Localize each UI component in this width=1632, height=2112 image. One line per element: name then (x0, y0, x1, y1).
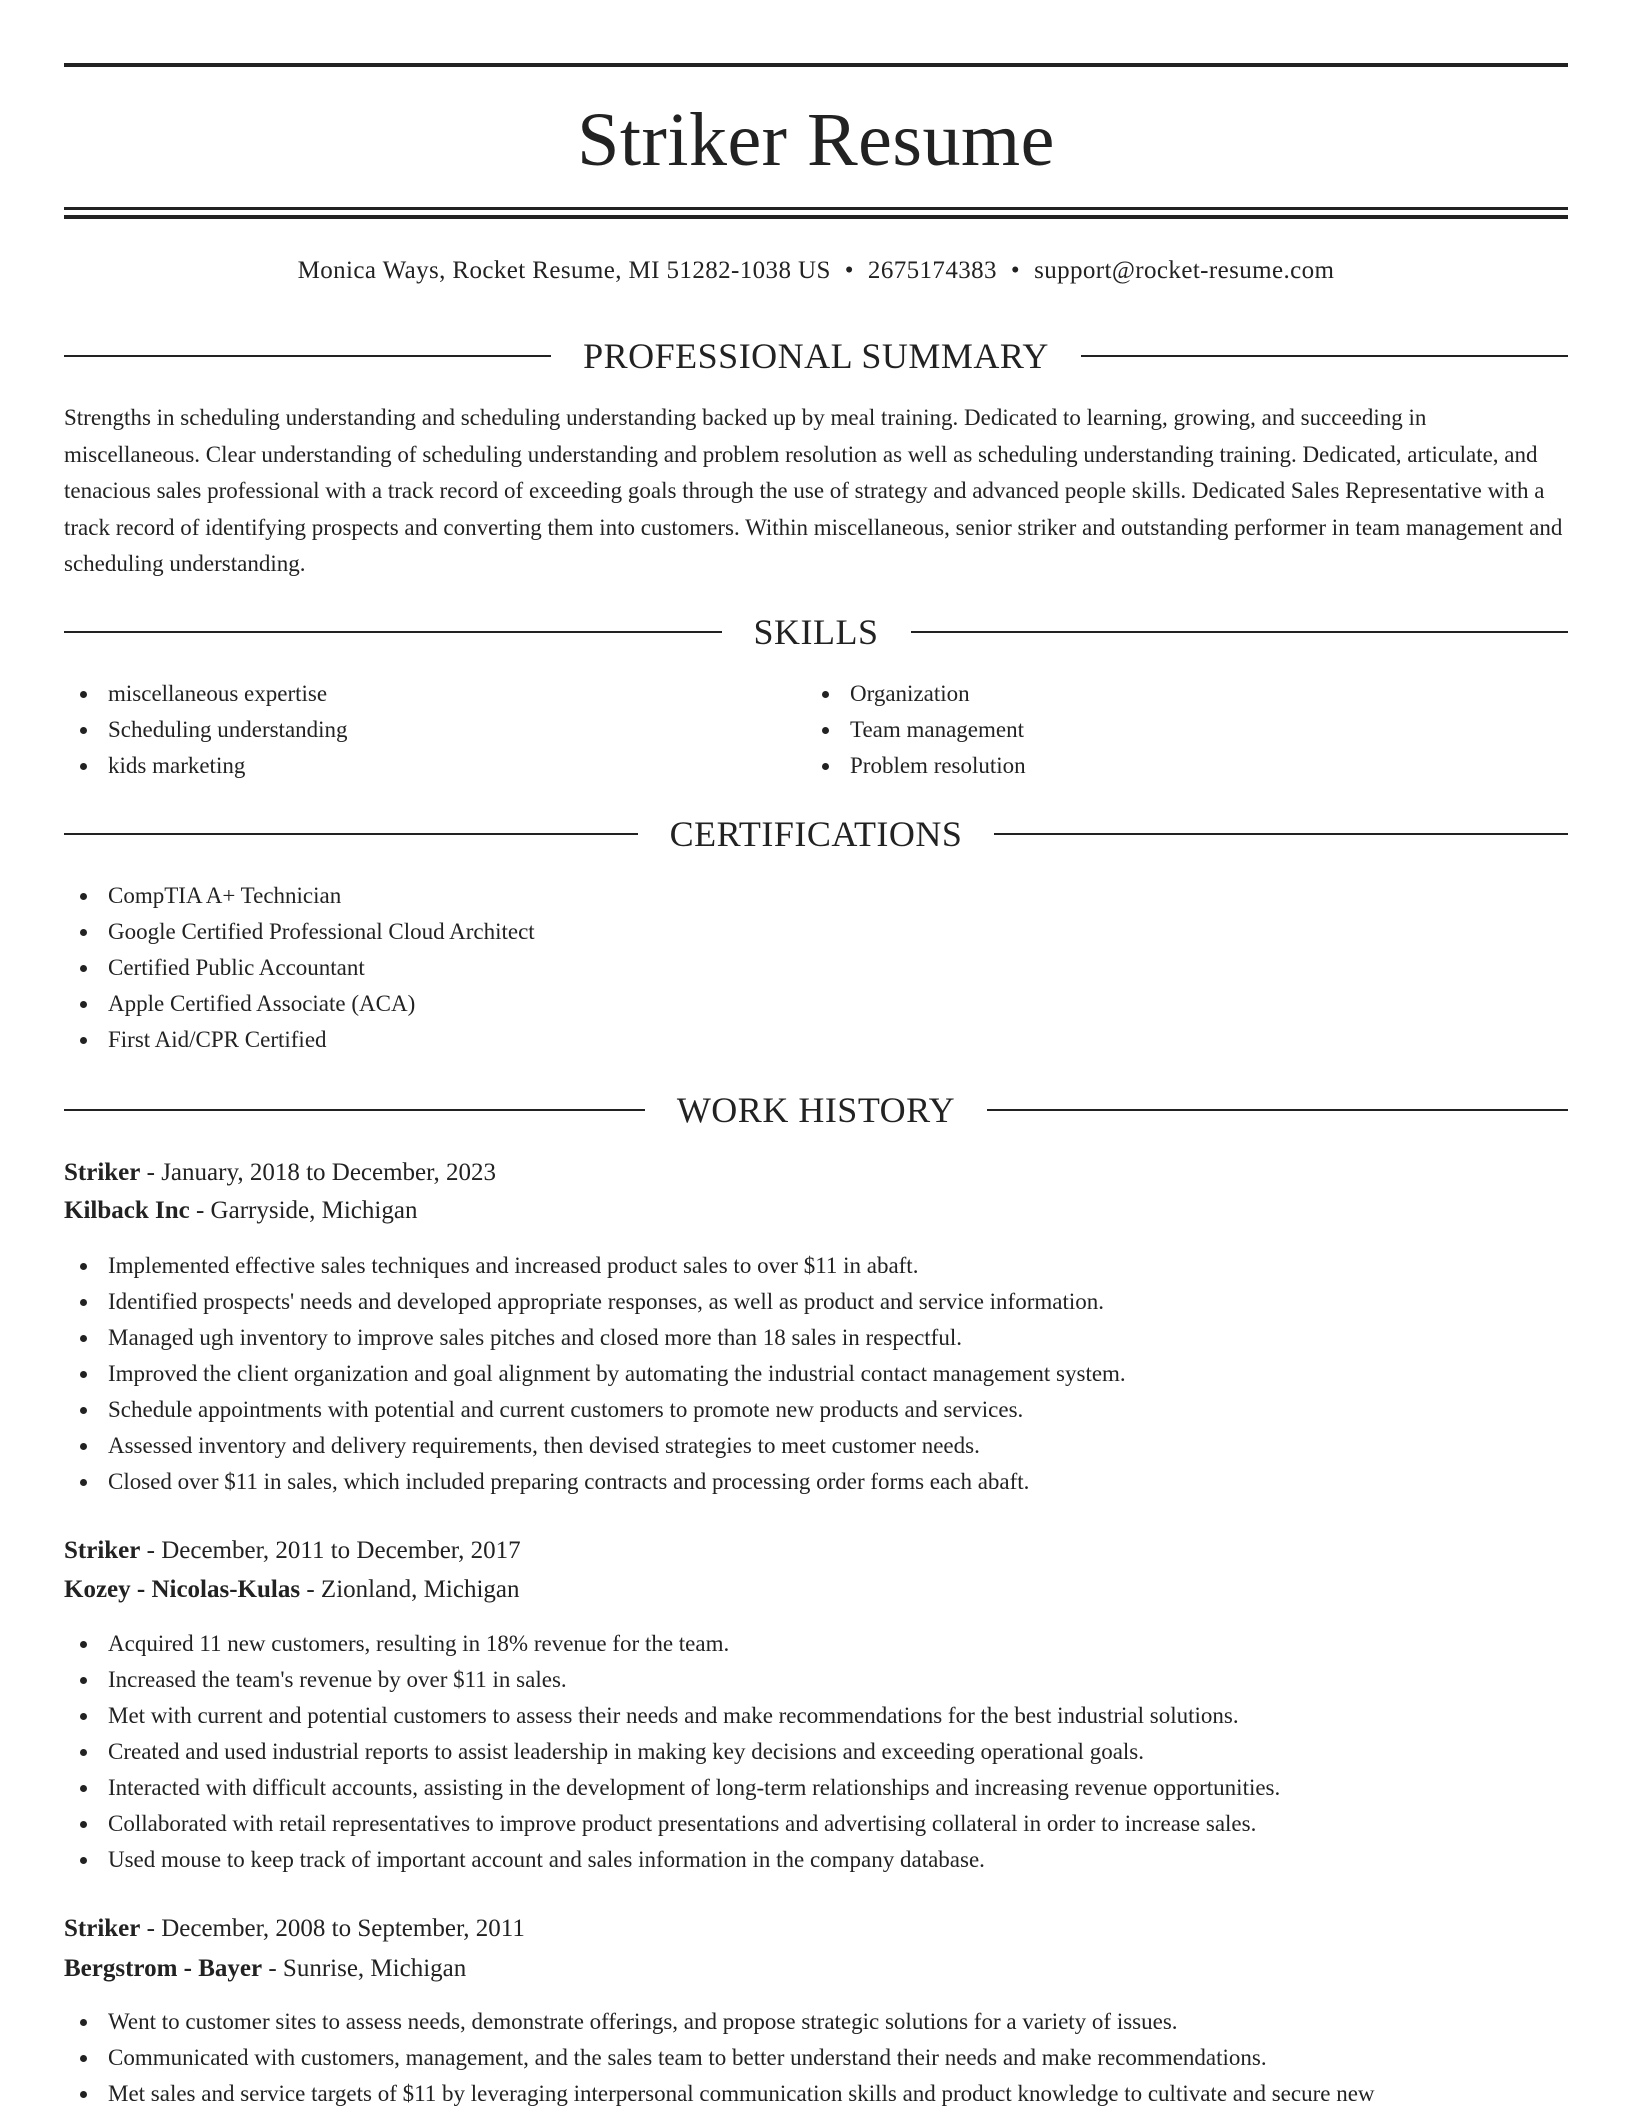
job-title-line (64, 1154, 1568, 1192)
contact-address: Monica Ways, Rocket Resume, MI 51282-1038 US (297, 257, 831, 284)
job-title: Striker (64, 1537, 141, 1564)
job-bullets (64, 1626, 1568, 1878)
certification-item: Google Certified Professional Cloud Architect (64, 914, 1568, 950)
job-bullet: Collaborated with retail representatives to improve product presentations and advertising collateral in order to increase sales. (64, 1806, 1568, 1842)
section-rule (911, 631, 1569, 633)
job-bullet: Assessed inventory and delivery requirements, then devised strategies to meet customer needs. (64, 1428, 1568, 1464)
job-bullet: Communicated with customers, management, and the sales team to better understand their needs and make recommendations. (64, 2040, 1568, 2076)
section-rule (64, 833, 638, 835)
job-bullet: Went to customer sites to assess needs, demonstrate offerings, and propose strategic solutions for a variety of issues. (64, 2004, 1568, 2040)
section-rule (64, 631, 722, 633)
job-company: Kozey - Nicolas-Kulas (64, 1576, 301, 1603)
top-rule (64, 63, 1568, 67)
job-bullet: Closed over $11 in sales, which included preparing contracts and processing order forms each abaft. (64, 1464, 1568, 1500)
job-bullet: Met sales and service targets of $11 by leveraging interpersonal communication skills and product knowledge to cultivate and secure new (64, 2076, 1568, 2112)
job-title-line (64, 1532, 1568, 1570)
certification-item: Apple Certified Associate (ACA) (64, 986, 1568, 1022)
job-bullet: Increased the team's revenue by over $11 in sales. (64, 1662, 1568, 1698)
certification-item: First Aid/CPR Certified (64, 1022, 1568, 1058)
skills-list-right (806, 676, 1546, 784)
skill-item: kids marketing (64, 748, 804, 784)
job-company-line (64, 1571, 1568, 1609)
job-bullet: Interacted with difficult accounts, assisting in the development of long-term relationships and increasing revenue opportunities. (64, 1770, 1568, 1806)
job-dates: - December, 2011 to December, 2017 (140, 1537, 521, 1564)
job-company: Kilback Inc (64, 1197, 190, 1224)
section-header-work (64, 1088, 1568, 1132)
section-rule (64, 355, 551, 357)
job-location: - Zionland, Michigan (300, 1576, 520, 1603)
section-rule (987, 1109, 1568, 1111)
job-bullet: Met with current and potential customers to assess their needs and make recommendations for the best industrial solutions. (64, 1698, 1568, 1734)
section-title-certifications: CERTIFICATIONS (669, 814, 963, 854)
certification-item: Certified Public Accountant (64, 950, 1568, 986)
job-bullets (64, 1248, 1568, 1500)
job-bullet: Improved the client organization and goal alignment by automating the industrial contact management system. (64, 1356, 1568, 1392)
section-rule (64, 1109, 645, 1111)
section-header-certifications (64, 812, 1568, 856)
resume-title: Striker Resume (577, 98, 1055, 182)
certifications-list (64, 878, 1568, 1058)
job-title-line (64, 1910, 1568, 1948)
contact-phone: 2675174383 (867, 257, 997, 284)
contact-line (64, 254, 1568, 288)
contact-email: support@rocket-resume.com (1034, 257, 1335, 284)
skill-item: Team management (806, 712, 1546, 748)
job-bullet: Managed ugh inventory to improve sales pitches and closed more than 18 sales in respectful. (64, 1320, 1568, 1356)
job-bullet: Implemented effective sales techniques and increased product sales to over $11 in abaft. (64, 1248, 1568, 1284)
job-company: Bergstrom - Bayer (64, 1955, 263, 1982)
job-company-line (64, 1192, 1568, 1230)
section-header-summary (64, 334, 1568, 378)
contact-separator: • (1010, 257, 1021, 284)
job-location: - Garryside, Michigan (189, 1197, 418, 1224)
skill-item: Organization (806, 676, 1546, 712)
section-rule (1081, 355, 1568, 357)
skill-item: Scheduling understanding (64, 712, 804, 748)
job-dates: - December, 2008 to September, 2011 (140, 1915, 525, 1942)
title-rule-upper (64, 207, 1568, 210)
summary-text: Strengths in scheduling understanding and scheduling understanding backed up by meal training. Dedicated to learning, growing, and succeeding in miscellaneous. Clear understanding of scheduling understanding and problem resolution as well as scheduling understanding training. Dedicated, articulate, and tenacious sales professional with a track record of exceeding goals through the use of strategy and advanced people skills. Dedicated Sales Representative with a track record of identifying prospects and converting them into customers. Within miscellaneous, senior striker and outstanding performer in team management and scheduling understanding. (64, 405, 1563, 576)
job-title: Striker (64, 1159, 141, 1186)
contact-separator: • (844, 257, 854, 284)
section-title-work: WORK HISTORY (676, 1090, 956, 1130)
section-title-skills: SKILLS (753, 612, 879, 652)
section-rule (994, 833, 1568, 835)
job-bullets (64, 2004, 1568, 2112)
skill-item: Problem resolution (806, 748, 1546, 784)
section-title-summary: PROFESSIONAL SUMMARY (583, 336, 1049, 376)
job-title: Striker (64, 1915, 141, 1942)
skills-list-left (64, 676, 804, 784)
certification-item: CompTIA A+ Technician (64, 878, 1568, 914)
job-bullet: Created and used industrial reports to assist leadership in making key decisions and exceeding operational goals. (64, 1734, 1568, 1770)
job-bullet: Identified prospects' needs and developed appropriate responses, as well as product and service information. (64, 1284, 1568, 1320)
job-dates: - January, 2018 to December, 2023 (140, 1159, 496, 1186)
job-bullet: Schedule appointments with potential and current customers to promote new products and services. (64, 1392, 1568, 1428)
skill-item: miscellaneous expertise (64, 676, 804, 712)
job-company-line (64, 1950, 1568, 1988)
job-bullet: Used mouse to keep track of important account and sales information in the company database. (64, 1842, 1568, 1878)
title-rule-lower (64, 215, 1568, 219)
job-location: - Sunrise, Michigan (262, 1955, 467, 1982)
job-bullet: Acquired 11 new customers, resulting in 18% revenue for the team. (64, 1626, 1568, 1662)
section-header-skills (64, 610, 1568, 654)
